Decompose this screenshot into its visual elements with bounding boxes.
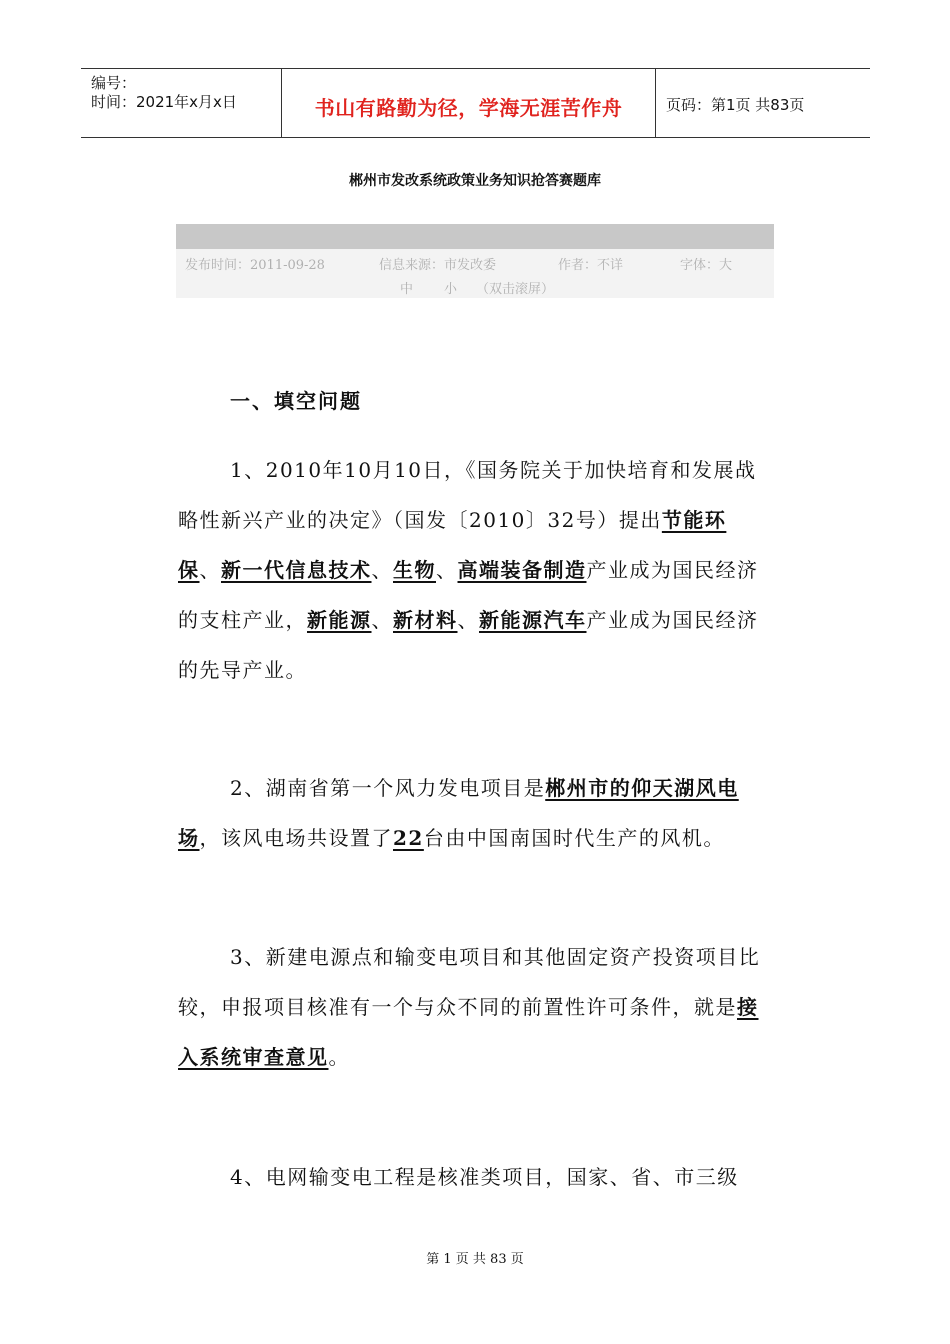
q2-answer-2: 22 [393, 826, 424, 850]
q2-text-a: 2、湖南省第一个风力发电项目是 [230, 776, 546, 800]
time-label: 时间：2021年x月x日 [91, 93, 237, 111]
q1-text-a: 1、2010年10月10日，《国务院关于加快培育和发展战略性新兴产业的决定》（国发〔2010〕32号）提出 [178, 458, 757, 532]
q2-text-c: 台由中国南国时代生产的风机。 [423, 826, 725, 850]
question-1 [178, 445, 763, 695]
header-table [81, 68, 870, 138]
q4-text-a: 4、电网输变电工程是核准类项目，国家、省、市三级 [230, 1165, 739, 1189]
q1-sep-3: 、 [436, 558, 458, 582]
page-info: 页码：第1页 共83页 [666, 96, 805, 114]
q1-text-c: 产业成为国民经济的先导产业。 [178, 608, 759, 682]
q1-answer-1: 节能环保 [178, 508, 727, 582]
q1-answer-6: 新材料 [393, 608, 458, 632]
document-title: 郴州市发改系统政策业务知识抢答赛题库 [349, 173, 601, 189]
font-size-small-link[interactable]: 小 [444, 282, 458, 297]
q1-answer-7: 新能源汽车 [479, 608, 587, 632]
q1-sep-4: 、 [371, 608, 393, 632]
number-label: 编号： [91, 74, 137, 92]
question-2 [178, 763, 763, 863]
q1-sep-5: 、 [457, 608, 479, 632]
q3-answer-1: 接入系统审查意见 [178, 995, 759, 1069]
q1-text-b: 产业成为国民经济的支柱产业， [178, 558, 759, 632]
q3-text-a: 3、新建电源点和输变电项目和其他固定资产投资项目比较，申报项目核准有一个与众不同的前置性许可条件，就是 [178, 945, 761, 1019]
q1-answer-5: 新能源 [307, 608, 372, 632]
section-heading: 一、填空问题 [230, 389, 362, 413]
motto-text: 书山有路勤为径，学海无涯苦作舟 [314, 96, 623, 120]
motto-cell [281, 69, 656, 137]
scroll-toggle-link[interactable]: （双击滚屏） [476, 282, 555, 297]
publish-time: 发布时间：2011-09-28 [185, 258, 325, 273]
author: 作者：不详 [558, 258, 624, 273]
q1-answer-4: 高端装备制造 [457, 558, 587, 582]
font-size-label: 字体：大 [680, 258, 733, 273]
font-size-medium-link[interactable]: 中 [400, 282, 414, 297]
page-info-cell [655, 69, 870, 137]
page-footer: 第 1 页 共 83 页 [426, 1252, 524, 1267]
q1-sep-2: 、 [371, 558, 393, 582]
question-3 [178, 932, 763, 1082]
header-info-cell [81, 69, 281, 137]
title-bar [176, 224, 774, 249]
q2-answer-1: 郴州市的仰天湖风电场 [178, 776, 739, 850]
question-4 [178, 1152, 763, 1202]
q2-text-b: ，该风电场共设置了 [199, 826, 393, 850]
info-source: 信息来源：市发改委 [379, 258, 497, 273]
article-meta [176, 249, 774, 298]
q1-answer-3: 生物 [393, 558, 436, 582]
q1-answer-2: 新一代信息技术 [221, 558, 372, 582]
q3-text-b: 。 [328, 1045, 350, 1069]
q1-sep-1: 、 [199, 558, 221, 582]
